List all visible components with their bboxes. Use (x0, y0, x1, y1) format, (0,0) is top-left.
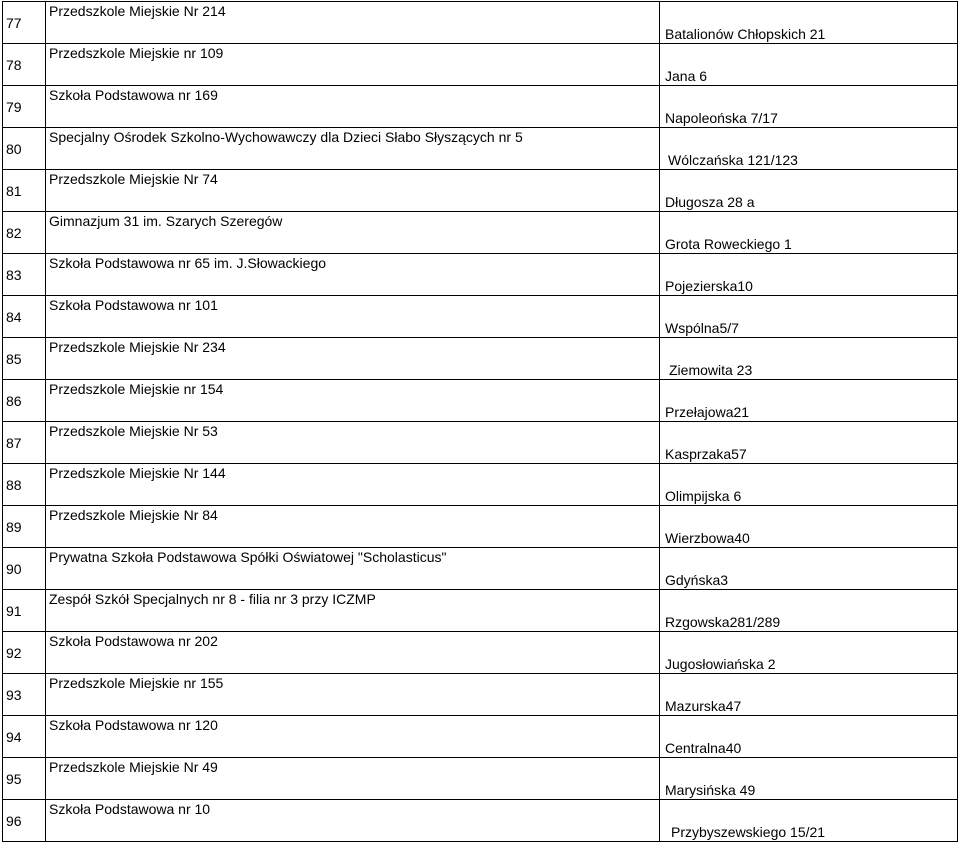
row-number: 83 (3, 254, 46, 296)
school-address: Mazurska47 (660, 674, 958, 716)
school-name: Przedszkole Miejskie Nr 53 (46, 422, 660, 464)
row-number: 91 (3, 590, 46, 632)
school-address: Przybyszewskiego 15/21 (660, 800, 958, 842)
school-name: Przedszkole Miejskie Nr 84 (46, 506, 660, 548)
table-row (3, 296, 958, 338)
table-row (3, 590, 958, 632)
row-number: 87 (3, 422, 46, 464)
row-number: 89 (3, 506, 46, 548)
row-number: 82 (3, 212, 46, 254)
table-row (3, 44, 958, 86)
row-number: 85 (3, 338, 46, 380)
school-name: Przedszkole Miejskie Nr 214 (46, 2, 660, 44)
school-address: Przełajowa21 (660, 380, 958, 422)
school-name: Przedszkole Miejskie nr 155 (46, 674, 660, 716)
row-number: 80 (3, 128, 46, 170)
table-row (3, 338, 958, 380)
school-name: Szkoła Podstawowa nr 169 (46, 86, 660, 128)
school-name: Przedszkole Miejskie nr 154 (46, 380, 660, 422)
schools-table (2, 1, 958, 842)
row-number: 94 (3, 716, 46, 758)
school-name: Przedszkole Miejskie Nr 74 (46, 170, 660, 212)
school-name: Przedszkole Miejskie Nr 234 (46, 338, 660, 380)
school-address: Jana 6 (660, 44, 958, 86)
table-row (3, 464, 958, 506)
school-name: Przedszkole Miejskie nr 109 (46, 44, 660, 86)
row-number: 95 (3, 758, 46, 800)
school-name: Szkoła Podstawowa nr 101 (46, 296, 660, 338)
table-row (3, 254, 958, 296)
row-number: 81 (3, 170, 46, 212)
table-row (3, 506, 958, 548)
table-row (3, 212, 958, 254)
row-number: 93 (3, 674, 46, 716)
table-row (3, 422, 958, 464)
school-address: Wspólna5/7 (660, 296, 958, 338)
school-address: Gdyńska3 (660, 548, 958, 590)
school-address: Marysińska 49 (660, 758, 958, 800)
school-name: Szkoła Podstawowa nr 120 (46, 716, 660, 758)
row-number: 92 (3, 632, 46, 674)
school-address: Ziemowita 23 (660, 338, 958, 380)
row-number: 77 (3, 2, 46, 44)
table-row (3, 716, 958, 758)
table-row (3, 548, 958, 590)
school-address: Pojezierska10 (660, 254, 958, 296)
table-row (3, 800, 958, 842)
school-name: Gimnazjum 31 im. Szarych Szeregów (46, 212, 660, 254)
table-row (3, 2, 958, 44)
school-name: Szkoła Podstawowa nr 65 im. J.Słowackiego (46, 254, 660, 296)
table-row (3, 380, 958, 422)
school-address: Kasprzaka57 (660, 422, 958, 464)
school-address: Centralna40 (660, 716, 958, 758)
row-number: 86 (3, 380, 46, 422)
school-name: Szkoła Podstawowa nr 202 (46, 632, 660, 674)
table-row (3, 170, 958, 212)
school-address: Wólczańska 121/123 (660, 128, 958, 170)
school-address: Jugosłowiańska 2 (660, 632, 958, 674)
school-name: Specjalny Ośrodek Szkolno-Wychowawczy dla Dzieci Słabo Słyszących nr 5 (46, 128, 660, 170)
school-address: Długosza 28 a (660, 170, 958, 212)
row-number: 88 (3, 464, 46, 506)
table-row (3, 86, 958, 128)
row-number: 78 (3, 44, 46, 86)
school-name: Przedszkole Miejskie Nr 49 (46, 758, 660, 800)
school-name: Przedszkole Miejskie Nr 144 (46, 464, 660, 506)
row-number: 79 (3, 86, 46, 128)
row-number: 90 (3, 548, 46, 590)
table-row (3, 128, 958, 170)
row-number: 84 (3, 296, 46, 338)
school-name: Szkoła Podstawowa nr 10 (46, 800, 660, 842)
table-row (3, 758, 958, 800)
table-row (3, 632, 958, 674)
school-address: Grota Roweckiego 1 (660, 212, 958, 254)
school-address: Napoleońska 7/17 (660, 86, 958, 128)
school-name: Zespół Szkół Specjalnych nr 8 - filia nr 3 przy ICZMP (46, 590, 660, 632)
school-address: Wierzbowa40 (660, 506, 958, 548)
table-row (3, 674, 958, 716)
school-address: Rzgowska281/289 (660, 590, 958, 632)
schools-table-body (3, 2, 958, 842)
row-number: 96 (3, 800, 46, 842)
school-address: Olimpijska 6 (660, 464, 958, 506)
school-name: Prywatna Szkoła Podstawowa Spółki Oświatowej "Scholasticus" (46, 548, 660, 590)
school-address: Batalionów Chłopskich 21 (660, 2, 958, 44)
